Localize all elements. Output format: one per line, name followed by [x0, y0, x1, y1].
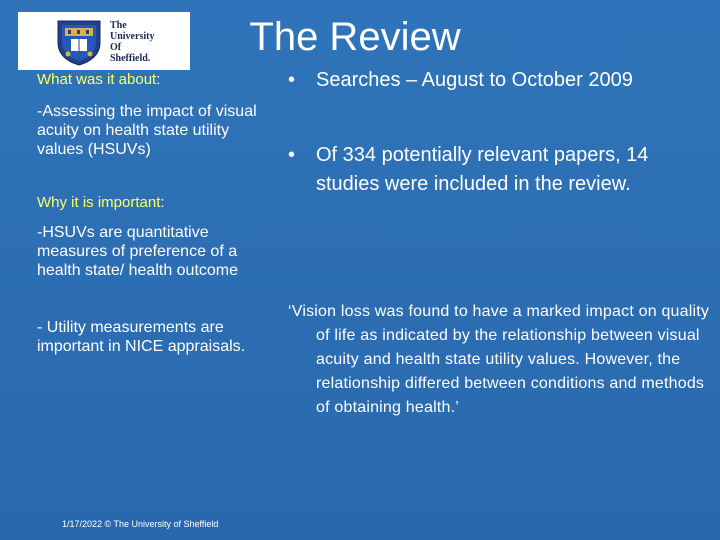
- left-column: [37, 70, 265, 356]
- para-utility: - Utility measurements are important in NICE appraisals.: [37, 319, 246, 355]
- bullet-dot-icon: •: [288, 144, 296, 166]
- footer: 1/17/2022 © The University of Sheffield: [62, 519, 219, 529]
- right-column: [288, 66, 688, 199]
- slide-title: The Review: [249, 15, 461, 59]
- heading-why: Why it is important:: [37, 194, 165, 211]
- university-crest-icon: [54, 17, 104, 67]
- bullet-searches: • Searches – August to October 2009: [288, 66, 688, 95]
- university-logo: [18, 12, 190, 70]
- para-hsuvs: -HSUVs are quantitative measures of preference of a health state/ health outcome: [37, 224, 239, 279]
- heading-what: What was it about:: [37, 71, 161, 88]
- bullet-studies: • Of 334 potentially relevant papers, 14 studies were included in the review.: [288, 141, 688, 199]
- bullet-dot-icon: •: [288, 69, 296, 91]
- review-quote: ‘Vision loss was found to have a marked impact on quality of life as indicated by the relationship between visual acuity and health state utility values. However, the relationship differed between conditions and methods of obtaining health.’: [288, 303, 710, 416]
- para-assessing: -Assessing the impact of visual acuity on health state utility values (HSUVs): [37, 103, 257, 158]
- university-wordmark: The University Of Sheffield.: [110, 20, 155, 64]
